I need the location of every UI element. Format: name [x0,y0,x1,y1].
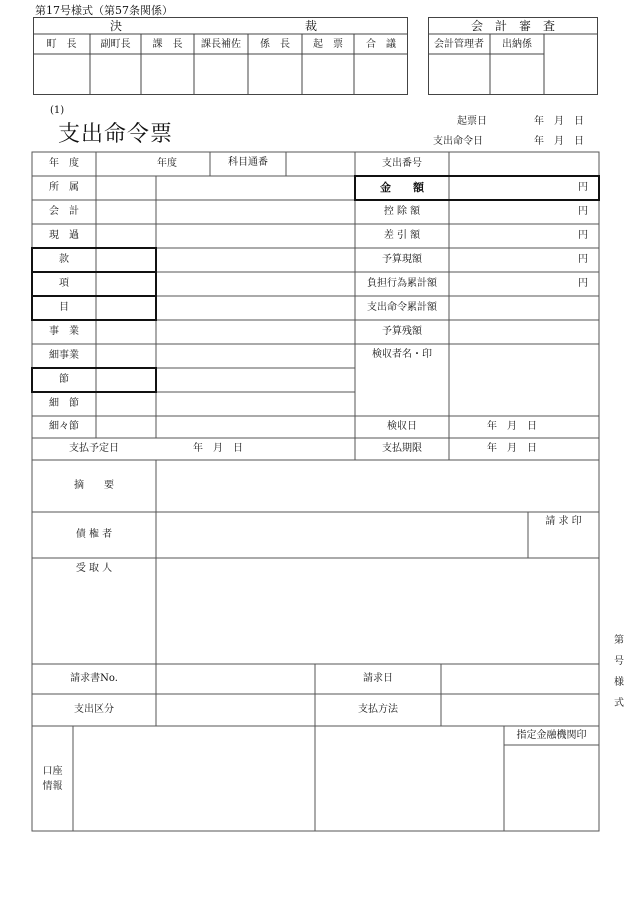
label-kenshubi: 検収日 [387,421,417,432]
label-saisaisetsu: 細々節 [49,421,79,432]
label-shozoku: 所 属 [49,182,79,193]
order-date-label: 支出命令日 [433,136,483,147]
label-saisetsu: 細 節 [49,398,79,409]
approval-group-left: 決 [110,19,123,33]
label-uketorinin: 受 取 人 [75,563,113,574]
approval-col-kakaricho: 係 長 [260,39,290,50]
label-saikensha: 債 権 者 [75,529,113,540]
label-kingaku: 金 額 [380,181,424,194]
label-kou: 項 [59,278,69,289]
label-setsu: 節 [59,374,69,385]
label-kan: 款 [59,254,69,265]
label-sashihiki: 差 引 額 [383,230,421,241]
yen-sashihiki: 円 [578,230,588,241]
label-kubun: 支出区分 [74,704,114,715]
label-seikyusho-no: 請求書No. [70,673,118,684]
page-title: 支出命令票 [58,122,174,147]
draft-date-label: 起票日 [457,116,487,127]
yen-koujo: 円 [578,206,588,217]
kigen-ymd: 年 月 日 [487,443,537,454]
label-shishutsu-no: 支出番号 [382,158,422,169]
copy-number: (1) [50,105,65,116]
label-moku: 目 [59,302,69,313]
label-shitei-kinyu: 指定金融機関印 [516,730,587,741]
yen-yosan-genka: 円 [578,254,588,265]
side-char-1: 第 [614,635,624,646]
side-text [613,630,625,714]
label-kenshusha: 検収者名・印 [372,349,432,360]
label-saijigyou: 細事業 [49,350,79,361]
label-yosan-genka: 予算現額 [382,254,422,265]
side-char-3: 様 [614,677,624,688]
draft-date-value: 年 月 日 [534,116,584,127]
approval-col-fukucho: 副町長 [100,39,131,50]
label-seikyubi: 請求日 [363,673,393,684]
yen-kingaku: 円 [578,182,588,193]
approval-col-kihyo: 起 票 [313,39,343,50]
audit-title: 会 計 審 査 [470,19,555,33]
label-kamoku-tsuban: 科目通番 [228,157,268,168]
label-nendo: 年 度 [49,158,79,169]
label-yosan-zan: 予算残額 [382,326,422,337]
order-date-value: 年 月 日 [534,136,584,147]
audit-col-kanrisha: 会計管理者 [434,39,484,50]
label-meirei-ruikei: 支出命令累計額 [367,302,437,313]
yotei-ymd: 年 月 日 [193,443,243,454]
label-seikyuin: 請 求 印 [545,516,582,527]
yen-futan: 円 [578,278,588,289]
side-char-2: 号 [614,656,624,667]
label-jigyou: 事 業 [49,326,79,337]
label-kaikei: 会 計 [49,206,79,217]
label-koujo: 控 除 額 [383,206,421,217]
form-number: 第17号様式（第57条関係） [35,4,173,17]
label-kouza: 口座 [42,766,63,777]
side-char-4: 式 [614,698,624,709]
label-tekiyou: 摘 要 [74,480,114,491]
label-kigen: 支払期限 [382,443,422,454]
approval-col-kacho: 課 長 [152,39,183,50]
label-jouhou: 情報 [42,781,63,792]
audit-col-suitou: 出納係 [502,39,532,50]
label-yotei: 支払予定日 [69,443,119,454]
label-nendo-suffix: 年度 [157,158,177,169]
label-genka: 現 過 [49,230,79,241]
kenshubi-ymd: 年 月 日 [487,421,537,432]
approval-col-cho: 町 長 [46,39,77,50]
approval-col-aigi: 合 議 [366,39,396,50]
approval-col-kachohosa: 課長補佐 [201,39,241,50]
approval-group-right: 裁 [305,19,318,33]
label-houhou: 支払方法 [358,704,398,715]
label-futan-ruikei: 負担行為累計額 [367,278,437,289]
